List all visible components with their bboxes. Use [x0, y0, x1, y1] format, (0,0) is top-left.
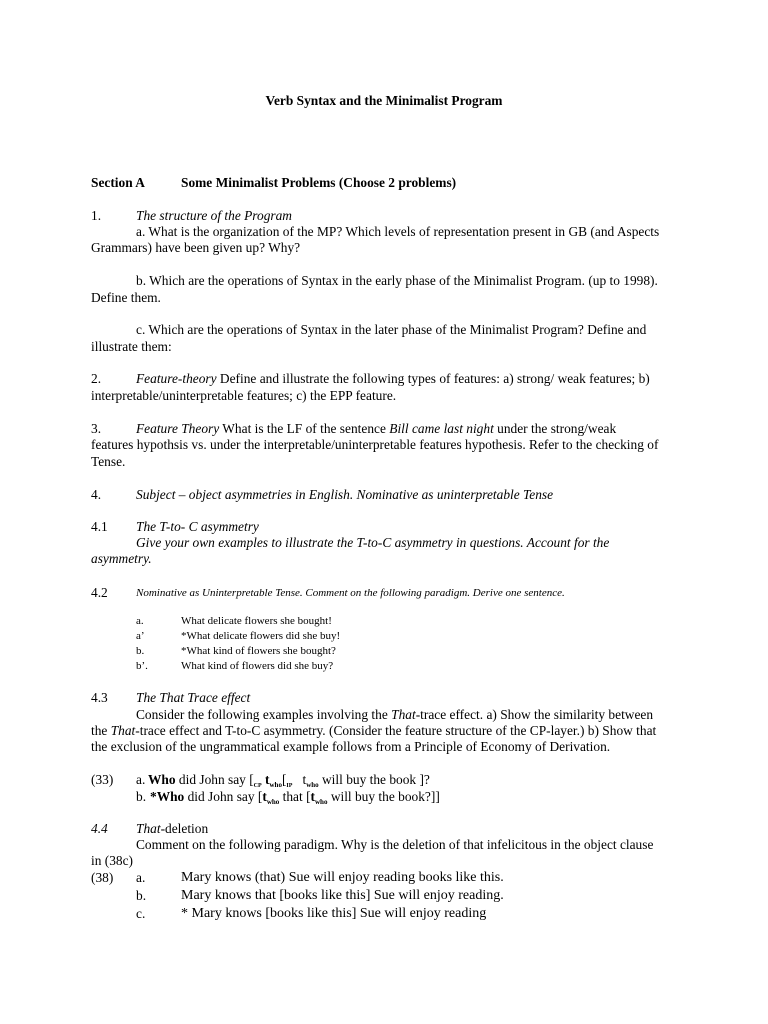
q44-title	[136, 821, 208, 837]
q42-example-label: b’.	[136, 660, 148, 672]
example-38-label: b.	[136, 888, 147, 903]
q1-b-line1: b. Which are the operations of Syntax in the early phase of the Minimalist Program. (up to 1998).	[136, 273, 658, 288]
q1-c-line2: illustrate them:	[91, 339, 172, 354]
example-33a-text3: will buy the book ]?	[322, 772, 430, 787]
example-33-number: (33)	[91, 772, 114, 787]
example-33a-trace: t	[265, 772, 270, 787]
q42-example-text: *What kind of flowers she bought?	[181, 645, 336, 657]
q43-number: 4.3	[91, 690, 108, 705]
example-33b-label: b.	[136, 789, 147, 804]
q43-text-c: the	[91, 723, 108, 738]
section-heading: Some Minimalist Problems (Choose 2 problems)	[181, 175, 457, 190]
section-label: Section A	[91, 175, 145, 190]
q43-text-d: -trace effect and T-to-C asymmetry. (Consider the feature structure of the CP-layer.) b) Show that	[135, 723, 657, 738]
q43-line1	[136, 707, 653, 723]
q3-text-b: under the strong/weak	[497, 421, 617, 436]
example-38-number: (38)	[91, 870, 114, 885]
q42-example-label: a’	[136, 630, 145, 642]
example-38-text: Mary knows that [books like this] Sue will enjoy reading.	[181, 888, 504, 903]
example-33a-text1: did John say [	[178, 772, 254, 787]
q41-number: 4.1	[91, 519, 108, 534]
q2-title: Feature-theory	[136, 371, 217, 386]
example-33b-trace-sub: who	[266, 798, 280, 806]
q44-line1: Comment on the following paradigm. Why is the deletion of that infelicitous in the object clause	[136, 837, 654, 852]
q3-line2: features hypothsis vs. under the interpretable/uninterpretable features hypothesis. Refer to the checking of	[91, 437, 659, 452]
q1-a-line1: a. What is the organization of the MP? Which levels of representation present in GB (and Aspects	[136, 224, 660, 239]
q44-number: 4.4	[91, 821, 108, 836]
example-38-text: Mary knows (that) Sue will enjoy reading books like this.	[181, 870, 504, 885]
q3-sentence: Bill came last night	[389, 421, 494, 436]
q43-that: That	[391, 707, 416, 722]
q3-line1	[136, 421, 616, 437]
q1-b-line2: Define them.	[91, 290, 161, 305]
q2-number: 2.	[91, 371, 102, 386]
example-33a-trace2-sub: who	[306, 781, 319, 789]
q4-title: Subject – object asymmetries in English. Nominative as uninterpretable Tense	[136, 487, 554, 502]
q3-title: Feature Theory	[136, 421, 220, 436]
example-38-label: a.	[136, 870, 146, 885]
q42-example-text: What kind of flowers did she buy?	[181, 660, 334, 672]
q1-title: The structure of the Program	[136, 208, 292, 223]
example-33b-text3: will buy the book?]]	[330, 789, 440, 804]
q41-title: The T-to- C asymmetry	[136, 519, 259, 534]
document-title: Verb Syntax and the Minimalist Program	[265, 93, 503, 108]
q42-example-text: *What delicate flowers did she buy!	[181, 630, 341, 642]
q3-line3: Tense.	[91, 454, 126, 469]
q1-a-line2: Grammars) have been given up? Why?	[91, 240, 301, 255]
q3-number: 3.	[91, 421, 102, 436]
example-33b-trace2-sub: who	[315, 798, 328, 806]
q43-title: The That Trace effect	[136, 690, 251, 705]
q42-title: Nominative as Uninterpretable Tense. Comment on the following paradigm. Derive one sentence.	[136, 587, 565, 599]
q1-number: 1.	[91, 208, 102, 223]
q2-text: Define and illustrate the following types of features: a) strong/ weak features; b)	[219, 371, 650, 386]
q43-text-a: Consider the following examples involving the	[136, 707, 388, 722]
q41-line2: asymmetry.	[91, 551, 152, 566]
q41-line1: Give your own examples to illustrate the T-to-C asymmetry in questions. Account for the	[136, 535, 610, 550]
q43-that-2: That	[110, 723, 136, 738]
example-33a-trace2: t	[302, 772, 307, 787]
example-33a-trace-sub: who	[269, 781, 282, 789]
q4-number: 4.	[91, 487, 102, 502]
example-33a-ip: IP	[286, 783, 293, 789]
q44-line2: in (38c)	[91, 853, 134, 868]
q44-title-rest: -deletion	[160, 821, 209, 836]
example-33b-who: *Who	[150, 789, 185, 804]
example-38-text: * Mary knows [books like this] Sue will enjoy reading	[181, 906, 487, 921]
q2-line2: interpretable/uninterpretable features; c) the EPP feature.	[91, 388, 397, 403]
q43-text-b: -trace effect. a) Show the similarity between	[415, 707, 654, 722]
q42-example-text: What delicate flowers she bought!	[181, 615, 332, 627]
q1-c-line1: c. Which are the operations of Syntax in the later phase of the Minimalist Program? Define and	[136, 322, 647, 337]
example-33a-label: a.	[136, 772, 146, 787]
q42-example-label: b.	[136, 645, 145, 657]
example-33b	[150, 789, 440, 807]
example-33b-trace: t	[262, 789, 267, 804]
example-33a-text2: [	[281, 772, 287, 787]
example-33b-trace2: t	[310, 789, 315, 804]
example-33a-who: Who	[148, 772, 176, 787]
example-33b-text1: did John say [	[187, 789, 263, 804]
q42-number: 4.2	[91, 585, 108, 600]
example-33b-text2: that [	[282, 789, 311, 804]
q43-line3: the exclusion of the ungrammatical example follows from a Principle of Economy of Derivation.	[91, 739, 611, 754]
q44-title-that: That	[136, 821, 161, 836]
q3-text-a: What is the LF of the sentence	[222, 421, 386, 436]
q43-line2	[91, 723, 656, 739]
q2-line1	[136, 371, 650, 387]
example-38-label: c.	[136, 906, 146, 921]
q42-example-label: a.	[136, 615, 144, 627]
example-33a-cp: CP	[253, 783, 262, 789]
